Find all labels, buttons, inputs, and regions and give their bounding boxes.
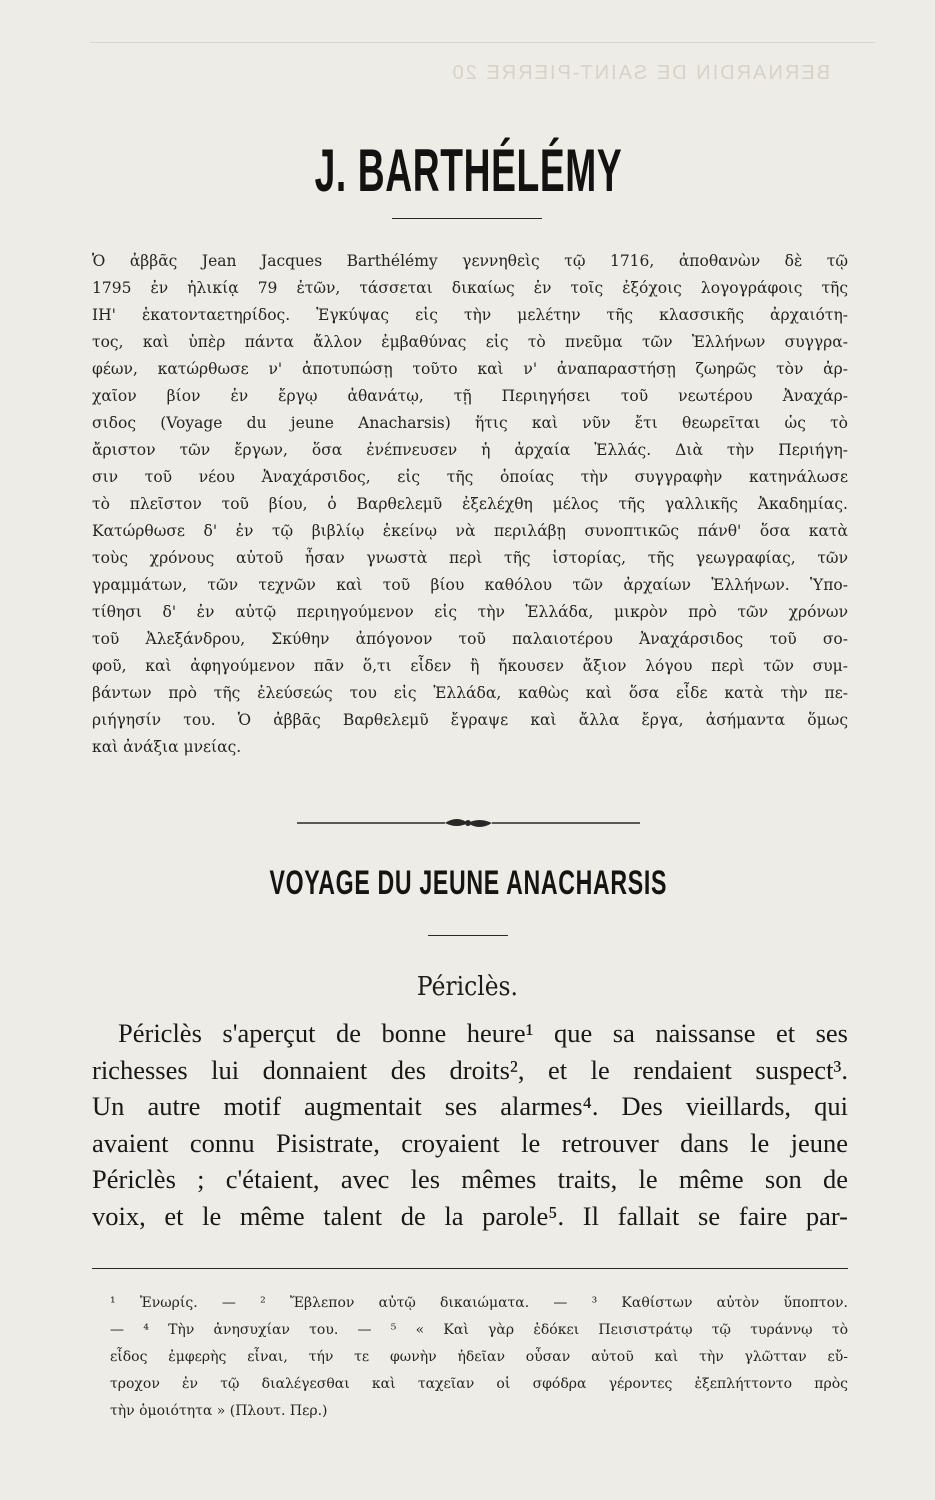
biography-line: τος, καὶ ὑπὲρ πάντα ἄλλον ἐμβαθύνας εἰς τὸ πνεῦμα τῶν Ἑλλήνων συγγρα- [92,333,848,351]
footnote-rule [92,1268,848,1269]
footnote-line: εἶδος ἐμφερὴς εἶναι, τήν τε φωνὴν ἡδεῖαν οὖσαν αὐτοῦ καὶ τὴν γλῶτταν εὔ- [110,1349,848,1365]
biography-line: Κατώρθωσε δ' ἐν τῷ βιβλίῳ ἐκείνῳ νὰ περιλάβῃ συνοπτικῶς πάνθ' ὅσα κατὰ [92,522,848,540]
body-line: Périclès s'aperçut de bonne heure¹ que sa naissanse et ses [118,1018,848,1048]
biography-line: ΙΗ' ἑκατονταετηρίδος. Ἐγκύψας εἰς τὴν μελέτην τῆς κλασσικῆς ἀρχαιότη- [92,306,848,324]
biography-line: ριήγησίν του. Ὁ ἀββᾶς Βαρθελεμῦ ἔγραψε καὶ ἄλλα ἔργα, ἀσήμαντα ὅμως [92,711,848,729]
biography-line: γραμμάτων, τῶν τεχνῶν καὶ τοῦ βίου καθόλου τῶν ἀρχαίων Ἑλλήνων. Ὑπο- [92,576,848,594]
biography-line: καὶ ἀνάξια μνείας. [92,738,242,756]
biography-line: βάντων πρὸ τῆς ἐλεύσεώς του εἰς Ἑλλάδα, καθὼς καὶ ὅσα εἶδε κατὰ τὴν πε- [92,684,848,702]
biography-paragraph [92,248,848,761]
section-rule [428,935,508,936]
footnotes [110,1290,848,1425]
biography-line: 1795 ἐν ἡλικίᾳ 79 ἐτῶν, τάσσεται δικαίως ἐν τοῖς ἐξόχοις λογογράφοις τῆς [92,279,848,297]
biography-line: ἄριστον τῶν ἔργων, ὅσα ἐνέπνευσεν ἡ ἀρχαία Ἑλλάς. Διὰ τὴν Περιήγη- [92,441,848,459]
biography-line: σιδος (Voyage du jeune Anacharsis) ἥτις καὶ νῦν ἔτι θεωρεῖται ὡς τὸ [92,414,848,432]
body-paragraph [92,1015,848,1234]
body-line: voix, et le même talent de la parole⁵. Il fallait se faire par- [92,1200,848,1231]
footnote-line: ¹ Ἐνωρίς. — ² Ἔβλεπον αὐτῷ δικαιώματα. — ³ Καθίστων αὐτὸν ὕποπτον. [110,1295,848,1311]
bleed-through-rule [90,42,875,43]
body-line: richesses lui donnaient des droits², et le rendaient suspect³. [92,1054,848,1085]
biography-line: Ὁ ἀββᾶς Jean Jacques Barthélémy γεννηθεὶς τῷ 1716, ἀποθανὼν δὲ τῷ [92,252,848,270]
biography-line: τοῦ Ἀλεξάνδρου, Σκύθην ἀπόγονον τοῦ παλαιοτέρου Ἀναχάρσιδος τοῦ σο- [92,630,848,648]
bleed-through-header: BERNARDIN DE SAINT-PIERRE 20 [450,62,830,84]
section-title: VOYAGE DU JEUNE ANACHARSIS [269,864,668,902]
body-line: Un autre motif augmentait ses alarmes⁴. Des vieillards, qui [92,1091,848,1121]
biography-line: τοὺς χρόνους αὐτοῦ ἦσαν γνωστὰ περὶ τῆς ἱστορίας, τῆς γεωγραφίας, τῶν [92,549,848,567]
subtitle: Périclès. [416,972,518,1002]
body-line: avaient connu Pisistrate, croyaient le retrouver dans le jeune [92,1127,848,1158]
footnote-line: τὴν ὁμοιότητα » (Πλουτ. Περ.) [110,1403,328,1419]
body-line: Périclès ; c'étaient, avec les mêmes traits, le même son de [92,1164,848,1194]
biography-line: τὸ πλεῖστον τοῦ βίου, ὁ Βαρθελεμῦ ἐξελέχθη μέλος τῆς γαλλικῆς Ἀκαδημίας. [92,495,848,513]
biography-line: σιν τοῦ νέου Ἀναχάρσιδος, εἰς τῆς ὁποίας τὴν συγγραφὴν κατηνάλωσε [92,468,848,486]
page-title: J. BARTHÉLÉMY [314,137,623,204]
title-rule [392,218,542,219]
biography-line: τίθησι δ' ἐν αὐτῷ περιηγούμενον εἰς τὴν Ἑλλάδα, μικρὸν πρὸ τῶν χρόνων [92,603,848,621]
ornament-divider [297,813,640,833]
biography-line: φέων, κατώρθωσε ν' ἀποτυπώσῃ τοῦτο καὶ ν' ἀναπαραστήσῃ ζωηρῶς τὸν ἀρ- [92,360,848,378]
biography-line: φοῦ, καὶ ἀφηγούμενον πᾶν ὅ,τι εἶδεν ἢ ἤκουσεν ἄξιον λόγου περὶ τῶν συμ- [92,657,848,675]
biography-line: χαῖον βίον ἐν ἔργῳ ἀθανάτῳ, τῇ Περιηγήσει τοῦ νεωτέρου Ἀναχάρ- [92,387,848,405]
footnote-line: τροχον ἐν τῷ διαλέγεσθαι καὶ ταχεῖαν οἱ σφόδρα γέροντες ἐξεπλήττοντο πρὸς [110,1376,848,1392]
footnote-line: — ⁴ Τὴν ἀνησυχίαν του. — ⁵ « Καὶ γὰρ ἐδόκει Πεισιστράτῳ τῷ τυράννῳ τὸ [110,1322,848,1338]
